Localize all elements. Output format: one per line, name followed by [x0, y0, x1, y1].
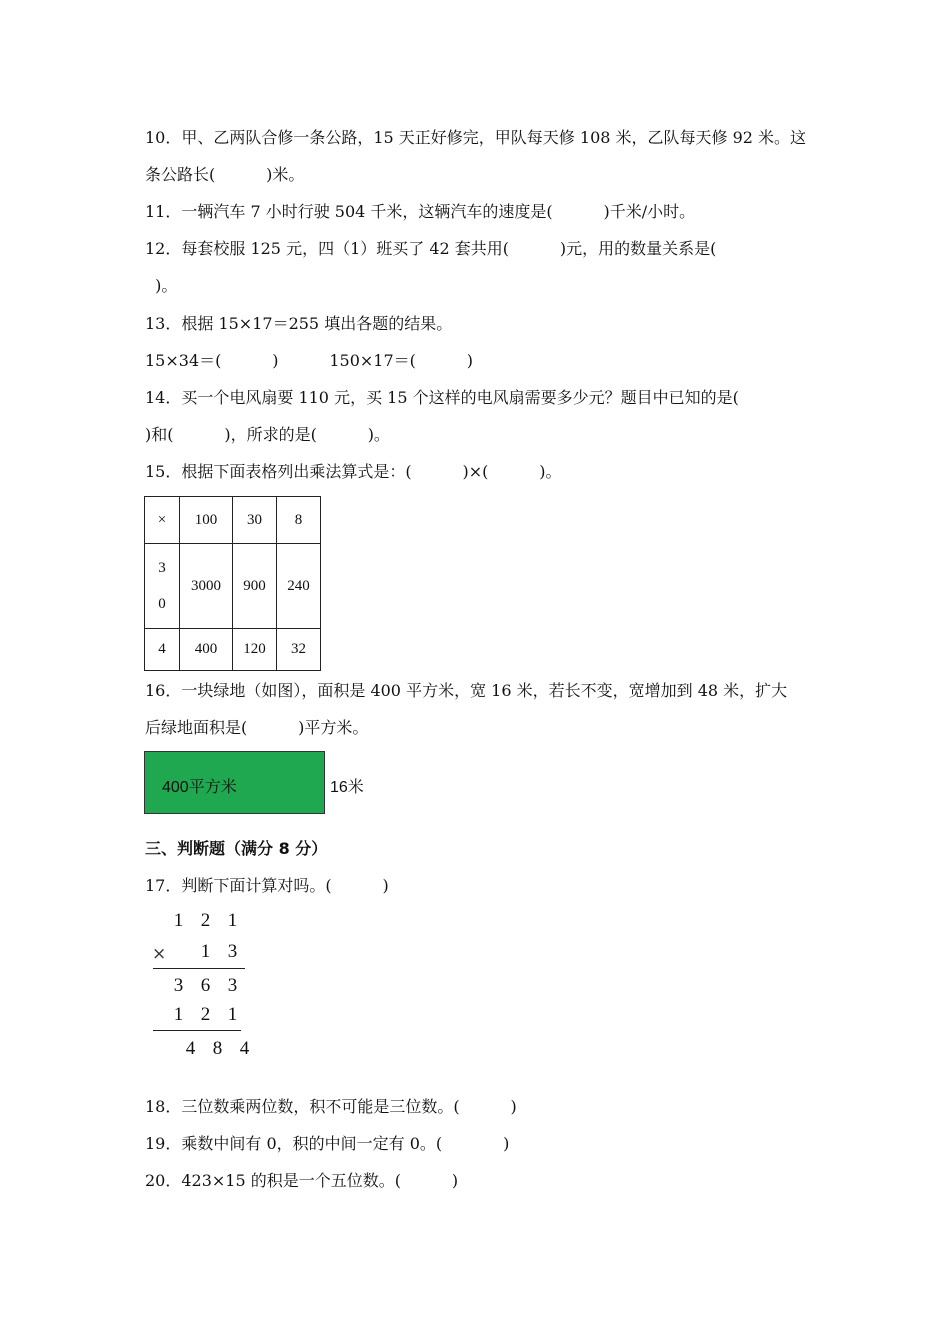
calc-digit: 1 — [173, 1004, 184, 1025]
calc-digit: 2 — [200, 1004, 211, 1025]
table-cell: 8 — [277, 497, 321, 544]
calc-digit: 4 — [239, 1038, 250, 1059]
table-cell: × — [145, 497, 180, 544]
vertical-calculation — [150, 908, 260, 1068]
q12-line1: 12．每套校服 125 元，四（1）班买了 42 套共用( )元，用的数量关系是( — [145, 239, 717, 258]
calc-digit: 6 — [200, 975, 211, 996]
q17-text: 17．判断下面计算对吗。( ) — [145, 876, 389, 895]
green-area-figure — [144, 751, 325, 814]
q12-line2: )。 — [145, 276, 178, 295]
q10-line2: 条公路长( )米。 — [145, 165, 305, 184]
calc-digit: 1 — [227, 1004, 238, 1025]
calc-row-top — [165, 910, 246, 932]
table-cell: 900 — [233, 544, 277, 629]
calc-digit: 3 — [173, 975, 184, 996]
q19-text: 19．乘数中间有 0，积的中间一定有 0。( ) — [145, 1134, 510, 1153]
q16-line1: 16．一块绿地（如图），面积是 400 平方米，宽 16 米，若长不变，宽增加到 48 米，扩大 — [145, 681, 788, 700]
table-cell: 3000 — [180, 544, 233, 629]
q18-text: 18．三位数乘两位数，积不可能是三位数。( ) — [145, 1097, 517, 1116]
table-cell: 4 — [145, 629, 180, 671]
table-cell-value: 30 — [158, 560, 166, 612]
q13-sub: 15×34＝( ) 150×17＝( ) — [145, 351, 473, 370]
section-heading: 三、判断题（满分 8 分） — [145, 839, 328, 858]
q13-text: 13．根据 15×17＝255 填出各题的结果。 — [145, 314, 453, 333]
calc-digit: 1 — [227, 910, 238, 931]
q10-line1: 10．甲、乙两队合修一条公路，15 天正好修完，甲队每天修 108 米，乙队每天修 92 米。这 — [145, 128, 807, 147]
width-label: 16米 — [330, 779, 364, 796]
calc-digit: 4 — [185, 1038, 196, 1059]
calc-digit: 2 — [200, 910, 211, 931]
multiply-sign: × — [152, 944, 167, 964]
q11-text: 11．一辆汽车 7 小时行驶 504 千米，这辆汽车的速度是( )千米/小时。 — [145, 202, 696, 221]
table-cell — [145, 544, 180, 629]
q14-line1: 14．买一个电风扇要 110 元，买 15 个这样的电风扇需要多少元？题目中已知的是( — [145, 388, 739, 407]
calc-row-partial1 — [165, 975, 246, 997]
calc-digit: 3 — [227, 975, 238, 996]
q15-text: 15．根据下面表格列出乘法算式是：( )×( )。 — [145, 462, 562, 481]
calc-digit: 1 — [200, 941, 211, 962]
calc-digit: 3 — [227, 941, 238, 962]
table-cell: 100 — [180, 497, 233, 544]
table-cell: 32 — [277, 629, 321, 671]
calc-row-partial2 — [165, 1004, 246, 1026]
q20-text: 20．423×15 的积是一个五位数。( ) — [145, 1171, 459, 1190]
table-cell: 30 — [233, 497, 277, 544]
multiplication-table — [144, 496, 321, 671]
calc-row-second — [192, 941, 246, 963]
calc-digit: 8 — [212, 1038, 223, 1059]
calc-divider — [153, 968, 245, 969]
table-cell: 120 — [233, 629, 277, 671]
q14-line2: )和( )，所求的是( )。 — [145, 425, 390, 444]
calc-digit: 1 — [173, 910, 184, 931]
calc-divider — [153, 1030, 241, 1031]
table-cell: 400 — [180, 629, 233, 671]
area-label: 400平方米 — [162, 779, 237, 796]
calc-row-result — [177, 1038, 258, 1060]
q16-line2: 后绿地面积是( )平方米。 — [145, 718, 369, 737]
table-cell: 240 — [277, 544, 321, 629]
